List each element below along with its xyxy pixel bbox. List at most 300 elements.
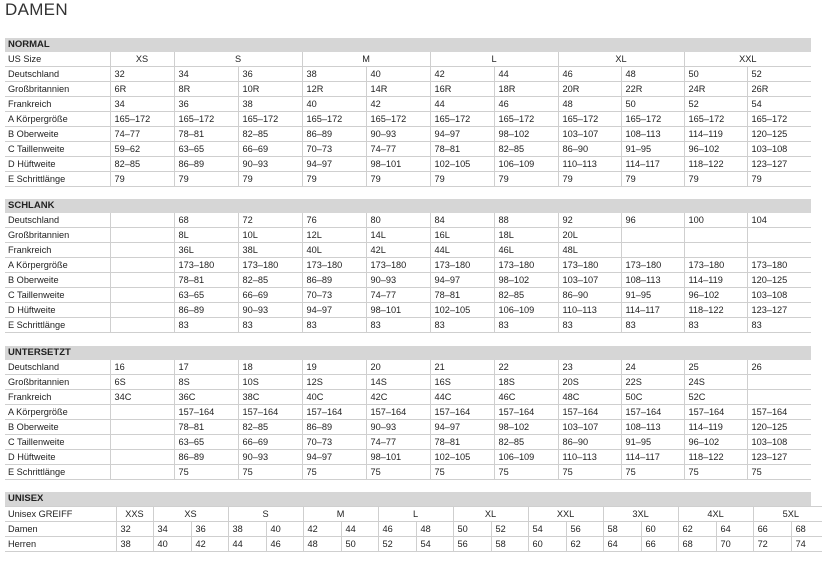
- table-cell: 10L: [238, 228, 302, 243]
- row-label: A Körpergröße: [5, 405, 110, 420]
- table-cell: 66–69: [238, 435, 302, 450]
- table-cell: 42C: [366, 390, 430, 405]
- table-cell: [110, 273, 174, 288]
- table-cell: 102–105: [430, 157, 494, 172]
- table-row: [5, 465, 811, 480]
- row-label: B Oberweite: [5, 127, 110, 142]
- table-cell: 94–97: [430, 273, 494, 288]
- table-cell: 114–119: [684, 273, 747, 288]
- table-cell: 40: [266, 522, 303, 537]
- size-header: XXS: [116, 507, 153, 522]
- table-cell: 157–164: [174, 405, 238, 420]
- table-cell: 34: [110, 97, 174, 112]
- table-cell: 102–105: [430, 450, 494, 465]
- table-cell: [110, 243, 174, 258]
- table-cell: 18: [238, 360, 302, 375]
- table-cell: 56: [453, 537, 491, 552]
- table-cell: 20S: [558, 375, 621, 390]
- table-row: [5, 375, 811, 390]
- table-cell: [621, 243, 684, 258]
- table-cell: 63–65: [174, 142, 238, 157]
- table-cell: 123–127: [747, 303, 811, 318]
- table-cell: 83: [366, 318, 430, 333]
- table-cell: 78–81: [174, 420, 238, 435]
- table-cell: 40: [366, 67, 430, 82]
- section-untersetzt: [5, 346, 811, 480]
- table-cell: 165–172: [430, 112, 494, 127]
- table-cell: 86–89: [174, 157, 238, 172]
- table-cell: 74–77: [366, 142, 430, 157]
- table-cell: 98–101: [366, 450, 430, 465]
- table-cell: 173–180: [494, 258, 558, 273]
- table-cell: 78–81: [174, 273, 238, 288]
- table-cell: 86–89: [174, 450, 238, 465]
- table-cell: 157–164: [366, 405, 430, 420]
- table-cell: 40C: [302, 390, 366, 405]
- table-cell: 157–164: [430, 405, 494, 420]
- table-cell: 102–105: [430, 303, 494, 318]
- table-cell: 63–65: [174, 435, 238, 450]
- table-cell: 32: [116, 522, 153, 537]
- table-cell: 118–122: [684, 303, 747, 318]
- table-row: [5, 537, 822, 552]
- row-label: C Taillenweite: [5, 435, 110, 450]
- table-cell: 86–90: [558, 142, 621, 157]
- table-cell: 165–172: [558, 112, 621, 127]
- table-row: [5, 405, 811, 420]
- row-label: Großbritannien: [5, 82, 110, 97]
- size-header: XL: [453, 507, 528, 522]
- table-cell: 24: [621, 360, 684, 375]
- table-cell: 82–85: [110, 157, 174, 172]
- table-cell: 157–164: [302, 405, 366, 420]
- table-cell: 103–108: [747, 435, 811, 450]
- table-cell: 123–127: [747, 450, 811, 465]
- table-cell: 48: [416, 522, 453, 537]
- table-cell: 157–164: [684, 405, 747, 420]
- table-cell: 86–89: [302, 127, 366, 142]
- table-cell: 123–127: [747, 157, 811, 172]
- table-cell: [747, 228, 811, 243]
- table-cell: 58: [603, 522, 641, 537]
- table-cell: 36: [238, 67, 302, 82]
- table-cell: 157–164: [621, 405, 684, 420]
- table-cell: 8L: [174, 228, 238, 243]
- table-cell: 66–69: [238, 288, 302, 303]
- table-cell: 94–97: [430, 420, 494, 435]
- table-cell: 78–81: [430, 288, 494, 303]
- table-cell: 64: [603, 537, 641, 552]
- table-cell: 17: [174, 360, 238, 375]
- table-cell: 48C: [558, 390, 621, 405]
- section-heading-normal: NORMAL: [5, 38, 811, 52]
- table-cell: 90–93: [238, 303, 302, 318]
- table-cell: [110, 405, 174, 420]
- table-cell: 82–85: [238, 127, 302, 142]
- table-cell: 72: [753, 537, 791, 552]
- table-cell: 54: [416, 537, 453, 552]
- table-cell: 114–117: [621, 450, 684, 465]
- table-cell: 165–172: [747, 112, 811, 127]
- table-row: [5, 157, 811, 172]
- table-cell: 157–164: [747, 405, 811, 420]
- table-unisex: [5, 506, 822, 552]
- row-label: Frankreich: [5, 97, 110, 112]
- size-header: XL: [558, 52, 684, 67]
- table-cell: 103–107: [558, 420, 621, 435]
- table-cell: 78–81: [430, 142, 494, 157]
- table-cell: 165–172: [494, 112, 558, 127]
- table-cell: 38: [238, 97, 302, 112]
- table-cell: 83: [747, 318, 811, 333]
- table-cell: 50: [453, 522, 491, 537]
- table-row-us-size: [5, 52, 811, 67]
- table-schlank: [5, 213, 811, 333]
- table-cell: 42: [430, 67, 494, 82]
- table-cell: 24S: [684, 375, 747, 390]
- table-cell: 88: [494, 213, 558, 228]
- table-cell: 76: [302, 213, 366, 228]
- size-header: L: [430, 52, 558, 67]
- table-cell: 48: [303, 537, 341, 552]
- table-cell: 74–77: [110, 127, 174, 142]
- table-cell: 173–180: [684, 258, 747, 273]
- table-cell: 108–113: [621, 420, 684, 435]
- table-cell: 46: [494, 97, 558, 112]
- table-cell: 92: [558, 213, 621, 228]
- table-cell: 103–107: [558, 127, 621, 142]
- table-cell: 90–93: [366, 273, 430, 288]
- table-cell: 12S: [302, 375, 366, 390]
- table-cell: 46C: [494, 390, 558, 405]
- table-cell: 52: [491, 522, 528, 537]
- table-cell: 94–97: [302, 303, 366, 318]
- table-cell: 10R: [238, 82, 302, 97]
- table-cell: 75: [494, 465, 558, 480]
- size-header: L: [378, 507, 453, 522]
- table-cell: 40: [153, 537, 191, 552]
- table-cell: 98–102: [494, 420, 558, 435]
- table-cell: [110, 258, 174, 273]
- row-label: Großbritannien: [5, 375, 110, 390]
- table-cell: 80: [366, 213, 430, 228]
- table-cell: 20: [366, 360, 430, 375]
- table-cell: 22: [494, 360, 558, 375]
- table-cell: 96–102: [684, 142, 747, 157]
- table-cell: 48: [621, 67, 684, 82]
- table-cell: 79: [494, 172, 558, 187]
- table-cell: 60: [641, 522, 678, 537]
- table-cell: 82–85: [238, 273, 302, 288]
- section-heading-unisex: UNISEX: [5, 492, 811, 506]
- size-header: M: [302, 52, 430, 67]
- table-cell: 59–62: [110, 142, 174, 157]
- row-label: B Oberweite: [5, 273, 110, 288]
- table-cell: [110, 318, 174, 333]
- section-normal: [5, 38, 811, 187]
- table-cell: 110–113: [558, 450, 621, 465]
- table-cell: 23: [558, 360, 621, 375]
- table-cell: 52: [684, 97, 747, 112]
- table-cell: 94–97: [302, 450, 366, 465]
- table-cell: 34: [153, 522, 191, 537]
- table-row: [5, 112, 811, 127]
- table-cell: 44: [430, 97, 494, 112]
- table-cell: 74–77: [366, 435, 430, 450]
- table-cell: 103–108: [747, 142, 811, 157]
- table-cell: 56: [566, 522, 603, 537]
- table-cell: 36C: [174, 390, 238, 405]
- table-cell: 20R: [558, 82, 621, 97]
- table-cell: 173–180: [747, 258, 811, 273]
- table-cell: 104: [747, 213, 811, 228]
- table-cell: 70–73: [302, 435, 366, 450]
- table-row-unisex-sizes: [5, 507, 822, 522]
- table-cell: 16: [110, 360, 174, 375]
- table-cell: 83: [430, 318, 494, 333]
- table-row: [5, 213, 811, 228]
- row-label: C Taillenweite: [5, 288, 110, 303]
- table-cell: 70: [716, 537, 753, 552]
- table-row: [5, 228, 811, 243]
- table-cell: 8R: [174, 82, 238, 97]
- row-label: US Size: [5, 52, 110, 67]
- table-untersetzt: [5, 360, 811, 480]
- table-cell: 96: [621, 213, 684, 228]
- table-cell: 66–69: [238, 142, 302, 157]
- table-cell: 173–180: [558, 258, 621, 273]
- table-cell: 42: [366, 97, 430, 112]
- row-label: Damen: [5, 522, 116, 537]
- row-label: E Schrittlänge: [5, 172, 110, 187]
- table-cell: 79: [238, 172, 302, 187]
- table-cell: 86–89: [302, 420, 366, 435]
- table-cell: 79: [684, 172, 747, 187]
- table-cell: 118–122: [684, 450, 747, 465]
- table-row: [5, 258, 811, 273]
- table-cell: 83: [302, 318, 366, 333]
- table-cell: 46: [378, 522, 416, 537]
- row-label: E Schrittlänge: [5, 318, 110, 333]
- table-cell: 120–125: [747, 420, 811, 435]
- table-cell: 22S: [621, 375, 684, 390]
- table-cell: 83: [238, 318, 302, 333]
- table-cell: 91–95: [621, 142, 684, 157]
- table-normal: [5, 52, 811, 187]
- table-cell: 78–81: [174, 127, 238, 142]
- table-cell: [747, 390, 811, 405]
- section-heading-schlank: SCHLANK: [5, 199, 811, 213]
- table-cell: 90–93: [238, 157, 302, 172]
- table-cell: 106–109: [494, 157, 558, 172]
- table-cell: 66: [753, 522, 791, 537]
- table-cell: 96–102: [684, 288, 747, 303]
- table-cell: 86–90: [558, 288, 621, 303]
- table-row: [5, 390, 811, 405]
- table-cell: [747, 243, 811, 258]
- table-cell: 86–89: [174, 303, 238, 318]
- table-cell: 18L: [494, 228, 558, 243]
- table-cell: [747, 375, 811, 390]
- table-cell: 120–125: [747, 273, 811, 288]
- section-unisex: [5, 492, 811, 552]
- table-cell: 86–90: [558, 435, 621, 450]
- table-cell: 83: [174, 318, 238, 333]
- table-cell: 24R: [684, 82, 747, 97]
- table-cell: 54: [747, 97, 811, 112]
- table-cell: 32: [110, 67, 174, 82]
- table-cell: 79: [302, 172, 366, 187]
- table-cell: 120–125: [747, 127, 811, 142]
- table-cell: 108–113: [621, 127, 684, 142]
- table-cell: 108–113: [621, 273, 684, 288]
- table-cell: 34C: [110, 390, 174, 405]
- table-cell: 100: [684, 213, 747, 228]
- table-cell: 114–117: [621, 157, 684, 172]
- table-cell: 90–93: [238, 450, 302, 465]
- table-cell: [110, 213, 174, 228]
- size-header: 3XL: [603, 507, 678, 522]
- table-row: [5, 318, 811, 333]
- size-header: 5XL: [753, 507, 822, 522]
- table-cell: 165–172: [174, 112, 238, 127]
- table-cell: 68: [174, 213, 238, 228]
- table-cell: 91–95: [621, 435, 684, 450]
- table-cell: 165–172: [684, 112, 747, 127]
- table-cell: 79: [430, 172, 494, 187]
- table-cell: 58: [491, 537, 528, 552]
- row-label: E Schrittlänge: [5, 465, 110, 480]
- table-cell: 83: [558, 318, 621, 333]
- table-cell: 38L: [238, 243, 302, 258]
- table-cell: 94–97: [430, 127, 494, 142]
- table-cell: 12R: [302, 82, 366, 97]
- table-cell: 82–85: [494, 435, 558, 450]
- table-cell: 63–65: [174, 288, 238, 303]
- table-cell: 157–164: [494, 405, 558, 420]
- table-cell: 26R: [747, 82, 811, 97]
- table-cell: 36: [174, 97, 238, 112]
- section-heading-untersetzt: UNTERSETZT: [5, 346, 811, 360]
- table-cell: 44L: [430, 243, 494, 258]
- table-cell: 79: [366, 172, 430, 187]
- table-cell: 96–102: [684, 435, 747, 450]
- row-label: A Körpergröße: [5, 112, 110, 127]
- table-cell: 48: [558, 97, 621, 112]
- table-cell: 36: [191, 522, 228, 537]
- table-cell: 75: [684, 465, 747, 480]
- table-cell: 118–122: [684, 157, 747, 172]
- table-cell: 84: [430, 213, 494, 228]
- table-cell: 173–180: [430, 258, 494, 273]
- table-cell: 50C: [621, 390, 684, 405]
- table-cell: 40L: [302, 243, 366, 258]
- table-row: [5, 97, 811, 112]
- table-cell: 68: [791, 522, 822, 537]
- table-cell: 25: [684, 360, 747, 375]
- table-cell: 6S: [110, 375, 174, 390]
- table-cell: 98–101: [366, 303, 430, 318]
- table-row: [5, 67, 811, 82]
- table-cell: 18R: [494, 82, 558, 97]
- section-schlank: [5, 199, 811, 333]
- table-cell: 62: [566, 537, 603, 552]
- table-cell: 86–89: [302, 273, 366, 288]
- table-cell: 36L: [174, 243, 238, 258]
- table-row: [5, 127, 811, 142]
- table-cell: 75: [747, 465, 811, 480]
- table-cell: 52: [378, 537, 416, 552]
- table-row: [5, 243, 811, 258]
- table-cell: 16R: [430, 82, 494, 97]
- size-header: XS: [110, 52, 174, 67]
- table-cell: 22R: [621, 82, 684, 97]
- row-label: D Hüftweite: [5, 303, 110, 318]
- table-cell: [110, 450, 174, 465]
- table-cell: 90–93: [366, 127, 430, 142]
- table-cell: [110, 420, 174, 435]
- table-cell: 114–119: [684, 420, 747, 435]
- table-cell: 64: [716, 522, 753, 537]
- table-cell: 38C: [238, 390, 302, 405]
- table-cell: 44: [341, 522, 378, 537]
- table-cell: 48L: [558, 243, 621, 258]
- table-cell: 62: [678, 522, 716, 537]
- table-cell: 42L: [366, 243, 430, 258]
- table-cell: [110, 435, 174, 450]
- table-cell: 21: [430, 360, 494, 375]
- size-header: M: [303, 507, 378, 522]
- row-label: A Körpergröße: [5, 258, 110, 273]
- table-cell: 50: [684, 67, 747, 82]
- row-label: B Oberweite: [5, 420, 110, 435]
- page-title: DAMEN: [5, 0, 68, 19]
- table-cell: 106–109: [494, 450, 558, 465]
- table-cell: [110, 288, 174, 303]
- table-row: [5, 420, 811, 435]
- table-cell: 52: [747, 67, 811, 82]
- size-header: XXL: [528, 507, 603, 522]
- table-cell: 165–172: [110, 112, 174, 127]
- table-cell: 83: [621, 318, 684, 333]
- table-cell: 110–113: [558, 157, 621, 172]
- table-cell: 26: [747, 360, 811, 375]
- table-cell: 34: [174, 67, 238, 82]
- table-cell: 82–85: [494, 288, 558, 303]
- row-label: Frankreich: [5, 390, 110, 405]
- table-cell: 79: [621, 172, 684, 187]
- table-cell: 50: [341, 537, 378, 552]
- table-cell: 14R: [366, 82, 430, 97]
- table-cell: 74–77: [366, 288, 430, 303]
- table-cell: 94–97: [302, 157, 366, 172]
- table-cell: 98–102: [494, 127, 558, 142]
- table-cell: 14L: [366, 228, 430, 243]
- row-label: Unisex GREIFF: [5, 507, 116, 522]
- table-cell: 103–107: [558, 273, 621, 288]
- table-cell: 165–172: [302, 112, 366, 127]
- row-label: D Hüftweite: [5, 157, 110, 172]
- table-cell: 98–102: [494, 273, 558, 288]
- table-cell: 114–119: [684, 127, 747, 142]
- table-cell: 42: [303, 522, 341, 537]
- row-label: Herren: [5, 537, 116, 552]
- table-cell: 79: [110, 172, 174, 187]
- table-cell: 72: [238, 213, 302, 228]
- size-header: XS: [153, 507, 228, 522]
- table-cell: 75: [302, 465, 366, 480]
- table-cell: 79: [174, 172, 238, 187]
